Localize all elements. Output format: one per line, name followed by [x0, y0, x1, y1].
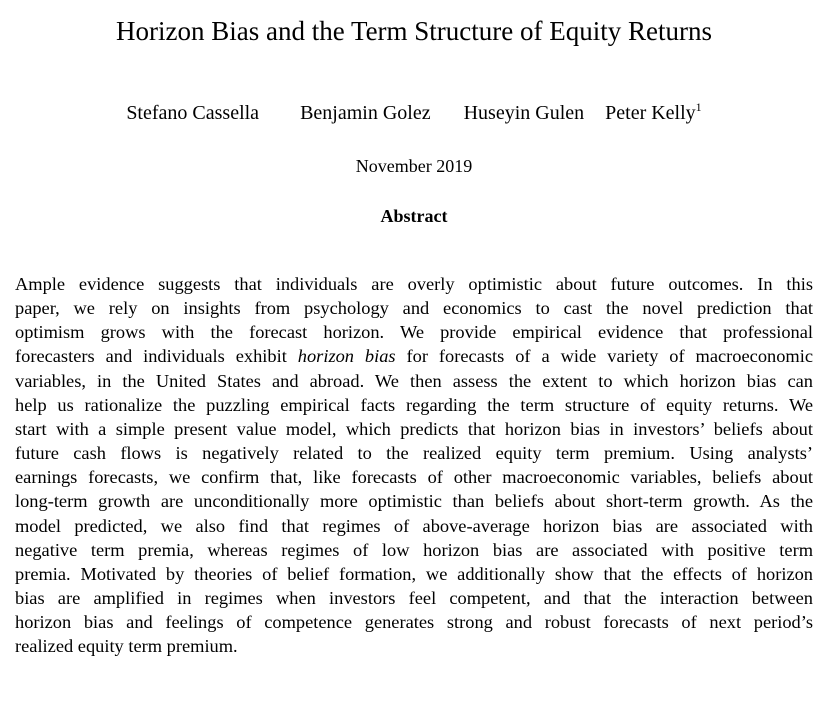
footnote-marker: 1 — [695, 100, 702, 114]
author-name-text: Peter Kelly — [605, 102, 696, 124]
abstract-line: model predicted, we also find that regimes of above-average horizon bias are associated with — [15, 515, 813, 536]
abstract-line: horizon bias and feelings of competence generates strong and robust forecasts of next period’s — [15, 612, 813, 633]
abstract-line: realized equity term premium. — [15, 636, 238, 657]
abstract-heading: Abstract — [380, 206, 448, 226]
abstract-line: premia. Motivated by theories of belief formation, we additionally show that the effects of horizon — [15, 563, 813, 584]
abstract-line: earnings forecasts, we confirm that, like forecasts of other macroeconomic variables, beliefs about — [15, 467, 813, 488]
abstract-line — [15, 344, 813, 368]
abstract-line: paper, we rely on insights from psychology and economics to cast the novel prediction that — [15, 298, 813, 319]
author-name: Stefano Cassella — [126, 102, 260, 124]
abstract-line: bias are amplified in regimes when investors feel competent, and that the interaction between — [15, 588, 813, 609]
abstract-line-text: forecasters and individuals exhibit — [15, 346, 298, 367]
abstract-line: variables, in the United States and abroad. We then assess the extent to which horizon bias can — [15, 370, 813, 391]
abstract-line: start with a simple present value model, which predicts that horizon bias in investors’ beliefs about — [15, 418, 813, 439]
emphasized-term: horizon bias — [297, 346, 396, 367]
abstract-line: negative term premia, whereas regimes of low horizon bias are associated with positive term — [15, 539, 813, 560]
abstract-line: Ample evidence suggests that individuals are overly optimistic about future outcomes. In this — [15, 274, 813, 294]
author-name: Benjamin Golez — [300, 102, 431, 124]
author-list — [0, 98, 828, 128]
abstract-line: future cash flows is negatively related to the realized equity term premium. Using analysts’ — [15, 443, 813, 464]
author-name — [605, 98, 702, 128]
paper-title: Horizon Bias and the Term Structure of Equity Returns — [116, 16, 712, 46]
publication-date: November 2019 — [355, 156, 473, 176]
abstract-line: optimism grows with the forecast horizon. We provide empirical evidence that professional — [15, 322, 813, 343]
abstract-line: help us rationalize the puzzling empirical facts regarding the term structure of equity returns. We — [15, 394, 813, 415]
abstract-body — [15, 272, 813, 659]
abstract-line: long-term growth are unconditionally more optimistic than beliefs about short-term growth. As the — [15, 491, 813, 512]
author-name: Huseyin Gulen — [463, 102, 585, 124]
abstract-line-text: for forecasts of a wide variety of macroeconomic — [395, 346, 813, 367]
